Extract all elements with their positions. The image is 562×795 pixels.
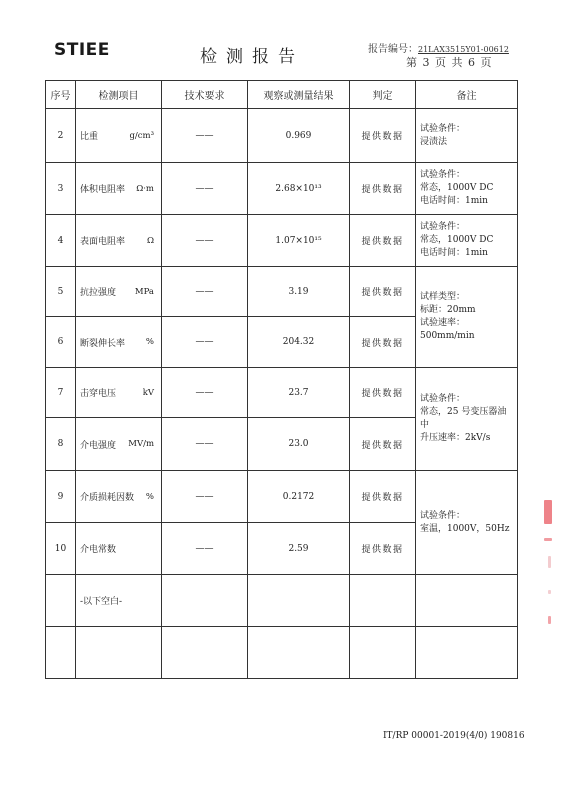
row-requirement: [162, 215, 248, 267]
note-line: 升压速率：2kV/s: [420, 433, 491, 443]
note-line: 标距：20mm: [420, 305, 476, 315]
item-name: 介电常数: [80, 545, 117, 555]
row-result: 1.07×10¹⁵: [248, 215, 350, 267]
row-result: 23.7: [248, 368, 350, 418]
row-result: 0.969: [248, 109, 350, 163]
item-unit: %: [145, 337, 154, 347]
row-verdict: 提供数据: [350, 523, 416, 575]
item-name: 比重: [80, 132, 99, 142]
row-verdict: 提供数据: [350, 471, 416, 523]
report-number: [368, 40, 509, 55]
row-seq: 8: [46, 418, 76, 471]
table-row: [46, 215, 518, 267]
empty-cell: [76, 627, 162, 679]
empty-cell: [416, 627, 518, 679]
row-note: [416, 368, 518, 471]
requirement-dash: ——: [195, 543, 214, 554]
row-item: [76, 267, 162, 317]
row-requirement: [162, 418, 248, 471]
row-item: [76, 418, 162, 471]
row-seq: 9: [46, 471, 76, 523]
header-item: 检测项目: [76, 81, 162, 109]
table-row: [46, 627, 518, 679]
row-seq: 6: [46, 317, 76, 368]
table-header-row: [46, 81, 518, 109]
row-seq: 4: [46, 215, 76, 267]
item-unit: Ω·m: [136, 183, 154, 194]
blank-below-text: -以下空白-: [76, 575, 162, 627]
row-verdict: 提供数据: [350, 418, 416, 471]
page-info: 第 3 页 共 6 页: [406, 56, 493, 69]
header-verdict: 判定: [350, 81, 416, 109]
row-result: 3.19: [248, 267, 350, 317]
document-footer-code: IT/RP 00001-2019(4/0) 190816: [383, 731, 525, 741]
item-name: 介电强度: [80, 440, 117, 451]
empty-cell: [350, 627, 416, 679]
row-note: [416, 267, 518, 368]
note-line: 电话时间：1min: [420, 196, 488, 206]
seal-stamp-fragment: [548, 616, 551, 624]
seal-stamp-fragment: [544, 538, 552, 541]
row-requirement: [162, 317, 248, 368]
row-result: 204.32: [248, 317, 350, 368]
row-seq: 3: [46, 163, 76, 215]
requirement-dash: ——: [195, 183, 214, 194]
report-number-label: 报告编号：: [368, 44, 418, 55]
item-unit: MV/m: [128, 439, 154, 449]
note-line: 试样类型：: [420, 292, 466, 302]
requirement-dash: ——: [195, 235, 214, 246]
table-row: [46, 163, 518, 215]
note-line: 试验条件：: [420, 123, 466, 134]
row-seq: 7: [46, 368, 76, 418]
note-line: 浸渍法: [420, 136, 448, 147]
requirement-dash: ——: [195, 491, 214, 502]
item-unit: kV: [142, 387, 154, 398]
requirement-dash: ——: [195, 439, 214, 449]
table-row: [46, 109, 518, 163]
row-requirement: [162, 523, 248, 575]
row-seq: 2: [46, 109, 76, 163]
row-verdict: 提供数据: [350, 215, 416, 267]
note-line: 常态，25 号变压器油中: [420, 407, 507, 430]
report-number-value: 21LAX3515Y01-00612: [418, 45, 509, 54]
row-item: [76, 523, 162, 575]
note-line: 常态，1000V DC: [420, 235, 494, 245]
table-row: [46, 368, 518, 418]
row-note: [416, 163, 518, 215]
item-name: 断裂伸长率: [80, 338, 126, 349]
item-unit: %: [145, 491, 154, 502]
empty-cell: [162, 575, 248, 627]
company-logo: STIEE: [54, 40, 110, 60]
table-row: [46, 575, 518, 627]
row-item: [76, 163, 162, 215]
item-name: 击穿电压: [80, 389, 117, 399]
table-row: [46, 267, 518, 317]
row-note: [416, 109, 518, 163]
row-note: [416, 471, 518, 575]
row-result: 0.2172: [248, 471, 350, 523]
header-note: 备注: [416, 81, 518, 109]
document-title: 检测报告: [200, 47, 304, 67]
note-line: 常态，1000V DC: [420, 183, 494, 193]
row-requirement: [162, 368, 248, 418]
item-name: 介质损耗因数: [80, 493, 135, 503]
row-result: 2.68×10¹³: [248, 163, 350, 215]
requirement-dash: ——: [195, 286, 214, 297]
header-result: 观察或测量结果: [248, 81, 350, 109]
item-unit: Ω: [146, 235, 154, 246]
row-requirement: [162, 163, 248, 215]
empty-cell: [350, 575, 416, 627]
empty-cell: [416, 575, 518, 627]
row-verdict: 提供数据: [350, 109, 416, 163]
row-requirement: [162, 109, 248, 163]
row-item: [76, 471, 162, 523]
note-line: 试验条件：: [420, 222, 466, 232]
seal-stamp-fragment: [544, 500, 552, 524]
item-unit: g/cm³: [129, 130, 154, 141]
row-verdict: 提供数据: [350, 317, 416, 368]
row-item: [76, 109, 162, 163]
row-requirement: [162, 471, 248, 523]
empty-cell: [248, 627, 350, 679]
note-line: 试验条件：: [420, 394, 466, 404]
row-result: 23.0: [248, 418, 350, 471]
row-item: [76, 368, 162, 418]
row-item: [76, 215, 162, 267]
row-seq: 5: [46, 267, 76, 317]
requirement-dash: ——: [195, 130, 214, 141]
note-line: 试验条件：: [420, 510, 466, 521]
row-verdict: 提供数据: [350, 163, 416, 215]
row-requirement: [162, 267, 248, 317]
item-name: 表面电阻率: [80, 237, 126, 247]
item-name: 体积电阻率: [80, 185, 126, 195]
empty-cell: [248, 575, 350, 627]
row-item: [76, 317, 162, 368]
empty-cell: [162, 627, 248, 679]
note-line: 试验条件：: [420, 170, 466, 180]
item-name: 抗拉强度: [80, 288, 117, 298]
test-results-table: [45, 80, 518, 679]
requirement-dash: ——: [195, 337, 214, 347]
empty-cell: [46, 627, 76, 679]
seal-stamp-fragment: [548, 590, 551, 594]
header-seq: 序号: [46, 81, 76, 109]
seal-stamp-fragment: [548, 556, 551, 568]
row-note: [416, 215, 518, 267]
header-requirement: 技术要求: [162, 81, 248, 109]
note-line: 电话时间：1min: [420, 248, 488, 258]
row-verdict: 提供数据: [350, 267, 416, 317]
note-line: 试验速率：500mm/min: [420, 318, 475, 341]
requirement-dash: ——: [195, 387, 214, 398]
row-verdict: 提供数据: [350, 368, 416, 418]
note-line: 室温，1000V，50Hz: [420, 523, 510, 534]
empty-cell: [46, 575, 76, 627]
item-unit: MPa: [134, 286, 154, 297]
row-seq: 10: [46, 523, 76, 575]
table-row: [46, 471, 518, 523]
row-result: 2.59: [248, 523, 350, 575]
